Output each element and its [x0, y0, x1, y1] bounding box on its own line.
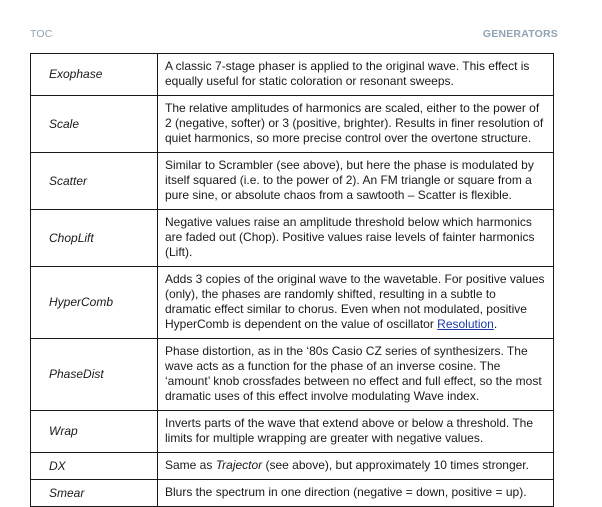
- row-name: ChopLift: [31, 210, 158, 267]
- row-description: Negative values raise an amplitude threshold below which harmonics are faded out (Chop). Positive values raise levels of fainter harmonics (Lift).: [158, 210, 554, 267]
- table-row: [31, 153, 554, 210]
- resolution-link[interactable]: Resolution: [437, 317, 494, 331]
- row-description: Phase distortion, as in the ‘80s Casio CZ series of synthesizers. The wave acts as a function for the phase of an inverse cosine. The ‘amount’ knob crossfades between no effect and full effect, so the most dramatic uses of this effect involve modulating Wave index.: [158, 339, 554, 411]
- row-description: [158, 453, 554, 480]
- table-row: [31, 411, 554, 453]
- description-text: .: [493, 317, 498, 331]
- description-text: (see above), but approximately 10 times stronger.: [262, 458, 529, 472]
- table-row: [31, 453, 554, 480]
- generators-table: [30, 53, 554, 507]
- row-name: Scale: [31, 96, 158, 153]
- table-row: [31, 54, 554, 96]
- row-name: DX: [31, 453, 158, 480]
- row-description: Similar to Scrambler (see above), but here the phase is modulated by itself squared (i.e. to the power of 2). An FM triangle or square from a pure sine, or absolute chaos from a sawtooth – Scatter is flexible.: [158, 153, 554, 210]
- row-description: A classic 7-stage phaser is applied to the original wave. This effect is equally useful for static coloration or resonant sweeps.: [158, 54, 554, 96]
- row-name: Smear: [31, 480, 158, 507]
- row-description: [158, 267, 554, 339]
- section-title: GENERATORS: [482, 28, 558, 40]
- row-name: PhaseDist: [31, 339, 158, 411]
- table-row: [31, 339, 554, 411]
- row-name: Scatter: [31, 153, 158, 210]
- row-description: Inverts parts of the wave that extend above or below a threshold. The limits for multiple wrapping are greater with negative values.: [158, 411, 554, 453]
- table-row: [31, 210, 554, 267]
- toc-link[interactable]: TOC: [30, 28, 53, 40]
- trajector-reference: Trajector: [215, 458, 263, 472]
- row-name: HyperComb: [31, 267, 158, 339]
- description-text: Adds 3 copies of the original wave to the wavetable. For positive values (only), the phases are randomly shifted, resulting in a subtle to dramatic effect similar to chorus. Even when not modulated, positive HyperComb is dependent on the value of oscillator: [165, 272, 545, 331]
- row-name: Wrap: [31, 411, 158, 453]
- row-description: The relative amplitudes of harmonics are scaled, either to the power of 2 (negative, softer) or 3 (positive, brighter). Results in finer resolution of quiet harmonics, so more precise control over the overtone structure.: [158, 96, 554, 153]
- table-row: [31, 267, 554, 339]
- row-name: Exophase: [31, 54, 158, 96]
- table-row: [31, 96, 554, 153]
- description-text: Same as: [165, 458, 216, 472]
- row-description: Blurs the spectrum in one direction (negative = down, positive = up).: [158, 480, 554, 507]
- table-row: [31, 480, 554, 507]
